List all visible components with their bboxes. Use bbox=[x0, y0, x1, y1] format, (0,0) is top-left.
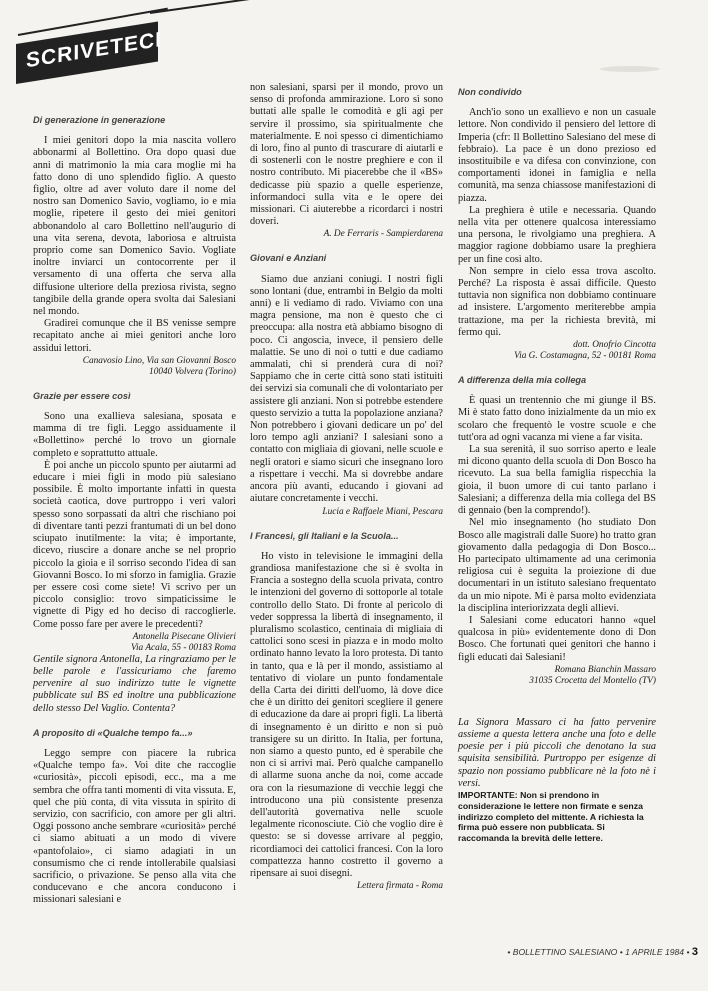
letter-signature bbox=[250, 507, 443, 518]
letter-paragraph: Nel mio insegnamento (ho studiato Don Bosco alle magistrali dalle Suore) ho tratto gran giovamento dalla pedagogia di Don Bosco... Ho partecipato ultimamente ad una cerimonia religiosa cui è seguita la proiezione di due documentari in un istituto salesiano frequentato da un mio nipote. Mi è parsa molto evidenziata la disciplina interiorizzata degli allievi. bbox=[458, 517, 656, 614]
column-left bbox=[33, 114, 236, 907]
signature-name: dott. Onofrio Cincotta bbox=[573, 340, 656, 351]
letter-paragraph: I Salesiani come educatori hanno «quel qualcosa in più» evidentemente dono di Don Bosco. Che fortunati quei genitori che hanno i figli educati dai Salesiani! bbox=[458, 614, 656, 663]
letter-paragraph: Leggo sempre con piacere la rubrica «Qualche tempo fa». Voi dite che raccoglie «curiosità», piccoli episodi, ecc., ma a me sembra che offra tanti momenti di vita vissuta. E, quel che più conta, di vita vissuta in spirito di servizio, con sacrificio, con amore per gli altri. Oggi possono anche sembrare «curiosità» perché ci siamo abituati a un modo di vivere «pantofolaio», ci siamo adagiati in un consumismo che ci rende intollerabile qualsiasi sacrificio, o privazione. Se penso alla vita che conducevano e che ancora conducono i missionari salesiani e bbox=[33, 747, 236, 906]
letter-heading: A differenza della mia collega bbox=[458, 375, 587, 386]
letter-signature bbox=[250, 881, 443, 892]
letter-paragraph: La sua serenità, il suo sorriso aperto e leale mi dicono quanto della scuola di Don Bosco ha ricevuto. La sua bella famiglia rispecchia la gioia, il buon umore di cui tanto parlano i Salesiani; a differenza della mia collega del BS di gennaio (ben la comprendo!). bbox=[458, 444, 656, 517]
letter-paragraph: È poi anche un piccolo spunto per aiutarmi ad educare i miei figli in modo più salesiano possibile. È molto importante infatti in questa società caotica, dove purtroppo i veri valori spesso sono sorpassati da altri che rischiano poi di diventare tanti pezzi frantumati di un bel dono sciupato inutilmente: la vita; è importante, dicevo, riuscire a donare anche se nel proprio piccolo la gioia e il sorriso secondo l'idea di san Giovanni Bosco. Io mi sforzo in famiglia. Grazie per essere così come siete! Vi scrivo per un piccolo consiglio: trovo simpaticissime le vignette di Pigy ed ho deciso di raccoglierle. Come posso fare per avere le precedenti? bbox=[33, 459, 236, 630]
page-number: 3 bbox=[691, 946, 698, 958]
signature-address: Via Acala, 55 - 00183 Roma bbox=[130, 642, 236, 653]
signature-name: Lettera firmata - Roma bbox=[357, 881, 443, 892]
editor-reply: La Signora Massaro ci ha fatto pervenire assieme a questa lettera anche una foto e delle poesie per i più piccoli che denotano la sua squisita sensibilità. Purtroppo per esigenze di spazio non possiamo pubblicare nè la foto nè i versi. bbox=[458, 716, 656, 789]
letter-paragraph: Anch'io sono un exallievo e non un casuale lettore. Non condivido il pensiero del lettore di Imperia (cfr: Il Bollettino Salesiano del mese di febbraio). La pace è un dono prezioso ed insostituibile e va difesa con convinzione, con comportamenti idonei in famiglia e nella comunità, ma senza chiassose manifestazioni di piazza. bbox=[458, 107, 656, 204]
signature-name: Romana Bianchin Massaro bbox=[554, 664, 656, 675]
letter-signature bbox=[250, 229, 443, 240]
letter-heading: Non condivido bbox=[458, 87, 522, 97]
signature-address: 10040 Volvera (Torino) bbox=[149, 366, 236, 377]
letter-paragraph: I miei genitori dopo la mia nascita vollero abbonarmi al Bollettino. Ora dopo quasi due anni di matrimonio la mia cara moglie mi ha fatto dono di uno splendido figlio. A questo figlio, oltre ad aver voluto dare il nome del nostro san Domenico Savio, vogliamo, io e mia moglie, ripetere il gesto dei miei genitori abbonandolo al caro Bollettino nell'augurio di una vita serena, devota, laboriosa e altruista proprio come san Domenico Savio. Vogliate inoltre inviarci un contocorrente per il versamento di una offerta che serva alla diffusione ulteriore della preziosa rivista, segno tangibile della grande opera svolta dai Salesiani nel mondo. bbox=[33, 135, 236, 318]
letter-heading: Grazie per essere così bbox=[33, 390, 131, 401]
letter-paragraph: Gradirei comunque che il BS venisse sempre recapitato anche ai miei genitori anche loro assidui lettori. bbox=[33, 318, 236, 354]
column-middle bbox=[250, 82, 443, 892]
signature-address: Via G. Costamagna, 52 - 00181 Roma bbox=[514, 351, 656, 362]
letter-paragraph: La preghiera è utile e necessaria. Quando nella vita per ottenere qualcosa interessiamo una persona, le rivolgiamo una preghiera. A maggior ragione dobbiamo usare la preghiera per un fine così alto. bbox=[458, 204, 656, 265]
letter-paragraph: Non sempre in cielo essa trova ascolto. Perché? La risposta è assai difficile. Questo tuttavia non significa non dobbiamo continuare ad insistere. L'argomento meriterebbe ampia trattazione, ma per la richiesta brevità, mi fermo qui. bbox=[458, 265, 656, 338]
page-footer: • BOLLETTINO SALESIANO • 1 APRILE 1984 • 3 bbox=[507, 946, 698, 958]
letter-paragraph: Ho visto in televisione le immagini della grandiosa manifestazione che si è svolta in Francia a sostegno della scuola privata, contro le intenzioni del governo di sottoporle al totale controllo dello Stato. Di fronte al pericolo di veder soppressa la libertà di insegnamento, il pluralismo scolastico, centinaia di migliaia di cattolici sono scesi in piazza e in modo molto ordinato hanno levato la loro protesta. Di tanto in tanto, qua e là per il mondo, assistiamo al tentativo di violare un punto fondamentale della Carta dei diritti dell'uomo, là dove dice che è un diritto dei genitori scegliere il genere di educazione da dare ai propri figli. La libertà di insegnamento è un diritto e non si può transigere su un diritto. In Italia, per fortuna, non siamo a questo punto, ed è sperabile che non ci si arrivi mai. Però qualche campanello di allarme suona anche da noi, come accade ora con la riesumazione di vecchie leggi che introducono una più consistente presenza dell'autorità governativa nelle scuole legalmente riconosciute. Ciò che voglio dire è questo: se si dovesse arrivare al peggio, ricordiamoci dei cattolici francesi. Con la loro compattezza hanno costretto il governo a ripensare ai suoi disegni. bbox=[250, 550, 443, 879]
signature-name: A. De Ferraris - Sampierdarena bbox=[323, 229, 443, 240]
letter-paragraph: non salesiani, sparsi per il mondo, provo un senso di profonda ammirazione. Loro sì sono buttati alle spalle le comodità e gli agi per servire il prossimo, sia spiritualmente che materialmente. E noi spesso ci dimentichiamo di loro, fino al punto di trascurare di aiutarli e di sostenerli con le nostre preghiere e con il nostro contributo. Mi piacerebbe che il «BS» dedicasse più spazio a quelle esperienze, informandoci sulla vita e le opere dei missionari. Ci aiuterebbe a ricordarci i nostri doveri. bbox=[250, 82, 443, 228]
letter-paragraph: È quasi un trentennio che mi giunge il BS. Mi è stato fatto dono inizialmente da un mio ex scolaro che frequentò le vostre scuole e che tutt'ora ad ogni vacanza mi viene a far visita. bbox=[458, 395, 656, 443]
signature-name: Antonella Pisecane Olivieri bbox=[132, 631, 236, 642]
letter-signature bbox=[33, 356, 236, 378]
footer-date: 1 APRILE 1984 bbox=[625, 947, 685, 957]
letter-signature bbox=[458, 665, 656, 687]
footer-publication: BOLLETTINO SALESIANO bbox=[512, 947, 618, 957]
letter-heading: Giovani e Anziani bbox=[250, 253, 327, 264]
signature-address: 31035 Crocetta del Montello (TV) bbox=[529, 675, 656, 686]
letter-paragraph: Siamo due anziani coniugi. I nostri figli sono lontani (due, entrambi in Belgio da molti anni) e li vediamo di rado. Viviamo con una magra pensione, ma non è questo che ci preoccupa: alla nostra età abbiamo bisogno di poco. Ci angoscia, invece, il pensiero delle malattie. Se uno di noi o tutti e due cadiamo ammalati, chi si prenderà cura di noi? Sappiamo che in certe città sono stati istituiti dei servizi sia comunali che di volontariato per assistere gli anziani. Non si potrebbe estendere questo servizio a tutta la popolazione anziana? Non potrebbero i giovani dedicare un po' del loro tempo agli anziani? I salesiani sono a contatto con migliaia di giovani, nelle scuole e negli oratori e siamo sicuri che insegnano loro a rispettare i vecchi. Ma si dovrebbe andare ancora più avanti, educando i giovani ad aiutare concretamente i vecchi. bbox=[250, 273, 444, 505]
letter-signature bbox=[33, 632, 236, 654]
signature-name: Canavosio Lino, Via san Giovanni Bosco bbox=[82, 355, 236, 366]
signature-name: Lucia e Raffaele Miani, Pescara bbox=[322, 506, 443, 517]
banner-title: SCRIVETECI bbox=[26, 27, 163, 73]
letter-heading: A proposito di «Qualche tempo fa...» bbox=[33, 727, 193, 738]
letter-signature bbox=[458, 340, 656, 362]
letter-heading: I Francesi, gli Italiani e la Scuola... bbox=[250, 530, 399, 541]
editor-reply: Gentile signora Antonella, La ringraziamo per le belle parole e l'assicuriamo che faremo pervenire al suo indirizzo tutte le vignette pubblicate sul BS ed inoltre una pubblicazione dello stesso Del Vaglio. Contenta? bbox=[33, 653, 236, 714]
letter-heading: Di generazione in generazione bbox=[33, 115, 166, 125]
page-blemish bbox=[600, 66, 660, 72]
letter-paragraph: Sono una exallieva salesiana, sposata e mamma di tre figli. Leggo assiduamente il «Bollettino» perché lo trovo un giornale completo e soprattutto attuale. bbox=[33, 411, 236, 459]
column-right bbox=[458, 86, 656, 844]
important-notice: IMPORTANTE: Non si prendono in considerazione le lettere non firmate e senza indirizzo completo del mittente. A richiesta la firma può essere non pubblicata. Si raccomanda la brevità delle lettere. bbox=[458, 789, 644, 844]
